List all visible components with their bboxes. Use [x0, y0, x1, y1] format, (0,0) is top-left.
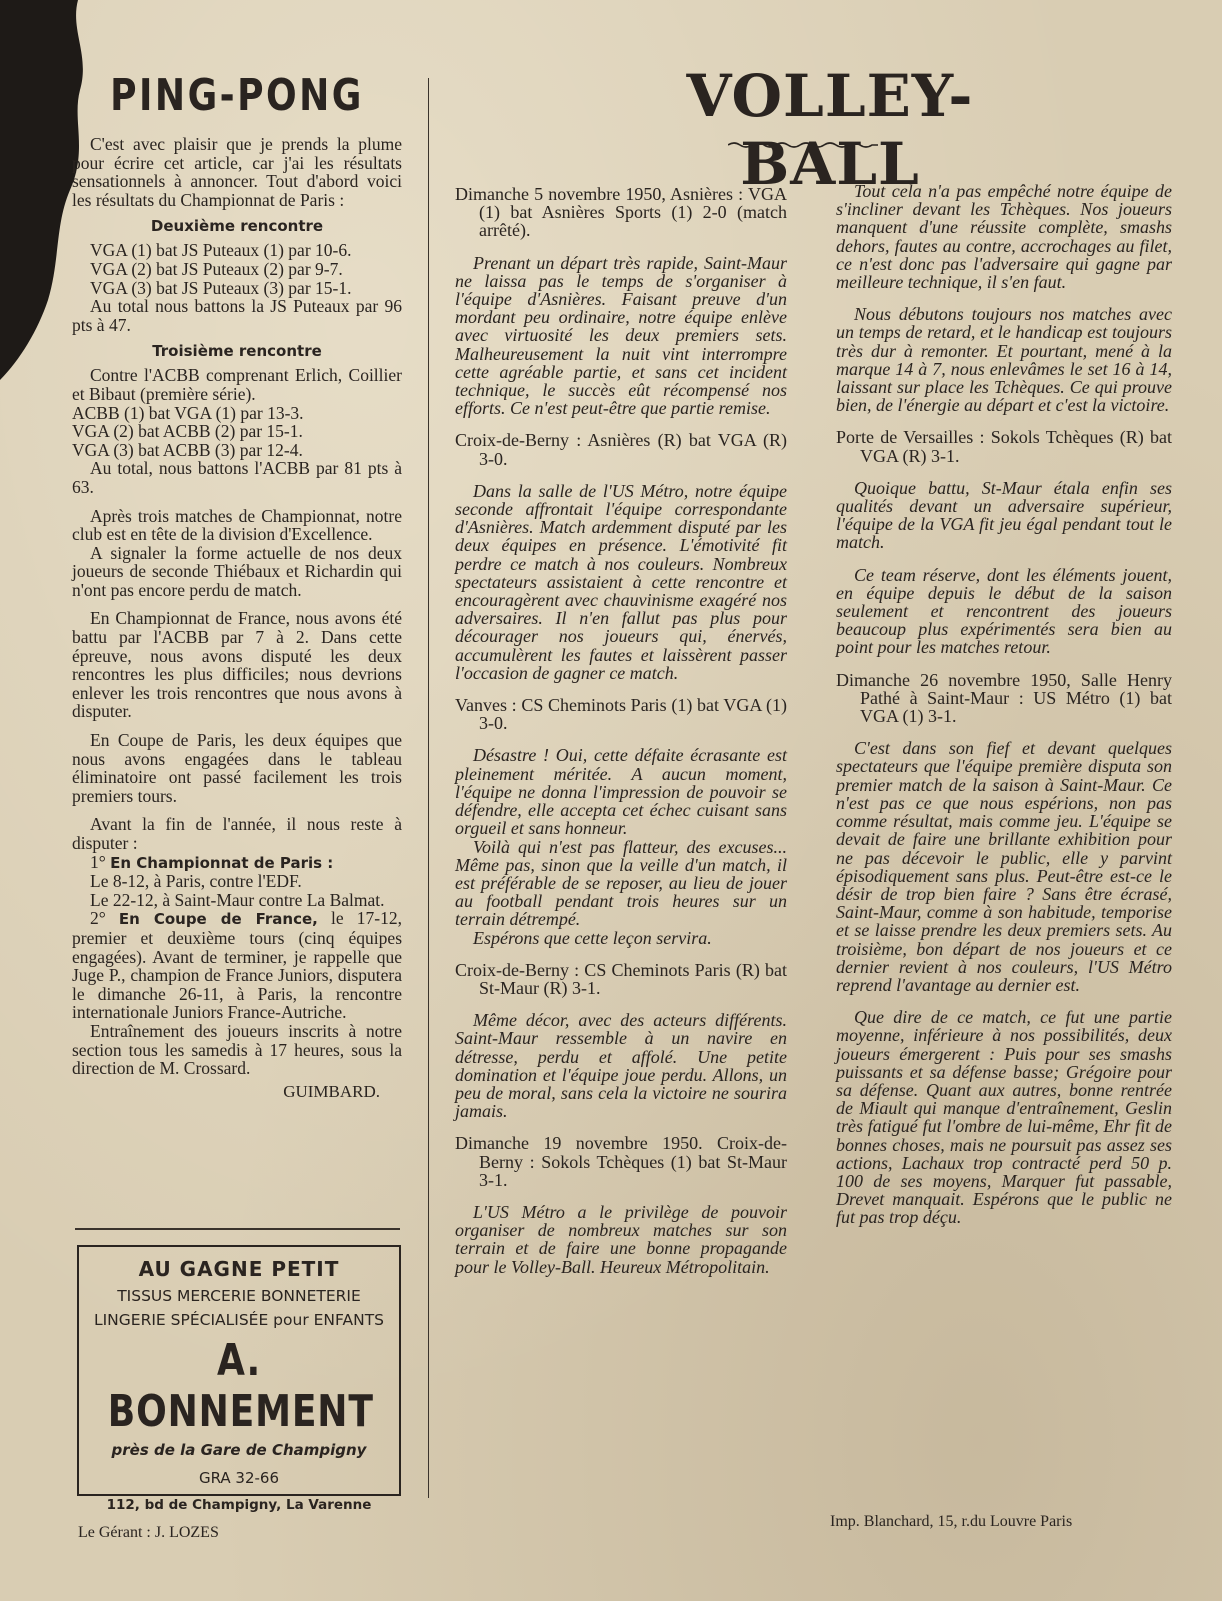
- subheading-troisieme: Troisième rencontre: [152, 342, 322, 361]
- paragraph: Entraînement des joueurs inscrits à notre section tous les samedis à 17 heures, sous la direction de M. Crossard.: [72, 1020, 402, 1079]
- match-report: Désastre ! Oui, cette défaite écrasante est pleinement méritée. A aucun moment, l'équipe ne donna l'impression de pouvoir se défendre, elle accepta cet échec cuisant sans orgueil et sans honneur.: [455, 745, 787, 839]
- match-heading: Dimanche 26 novembre 1950, Salle Henry Pathé à Saint-Maur : US Métro (1) bat VGA (1) 3-1.: [836, 669, 1172, 727]
- list-line: Le 8-12, à Paris, contre l'EDF.: [90, 871, 302, 892]
- paragraph: A signaler la forme actuelle de nos deux joueurs de seconde Thiébaux et Richardin qui n'ont pas encore perdu de match.: [72, 542, 402, 600]
- match-heading: Porte de Versailles : Sokols Tchèques (R) bat VGA (R) 3-1.: [836, 427, 1172, 466]
- pingpong-title: PING-PONG: [110, 70, 364, 121]
- ad-location: près de la Gare de Champigny: [111, 1441, 367, 1459]
- list-item: [72, 853, 402, 873]
- result-total: Au total, nous battons l'ACBB par 81 pts à 63.: [72, 458, 402, 497]
- rencontre-intro: Contre l'ACBB comprenant Erlich, Coillier et Bibaut (première série).: [72, 365, 402, 404]
- result-line: VGA (2) bat JS Puteaux (2) par 9-7.: [90, 258, 343, 279]
- ad-products: TISSUS MERCERIE BONNETERIE: [117, 1287, 361, 1305]
- list-heading: En Coupe de France,: [118, 910, 318, 929]
- footer-imprimeur: Imp. Blanchard, 15, r.du Louvre Paris: [830, 1513, 1073, 1530]
- pingpong-column: [72, 60, 402, 1102]
- paragraph: En Coupe de Paris, les deux équipes que nous avons engagées dans le tableau éliminatoire ont passé facilement les trois premiers tours.: [72, 730, 402, 806]
- ad-owner: A. BONNEMENT: [107, 1335, 374, 1437]
- ad-shop-name: AU GAGNE PETIT: [138, 1257, 340, 1281]
- match-report: Que dire de ce match, ce fut une partie moyenne, inférieure à nos possibilités, deux joueurs émergerent : Puis pour ses smashs puissants et sa défense basse; Grégoire pour sa défense. Quant aux autres, bonne rentrée de Miault qui manque d'entraînement, Geslin très fatigué fut l'ombre de lui-même, Ehr fit de bonnes choses, mais ne poursuit pas assez ses actions, Lachaux trop contracté perd 50 p. 100 de ses moyens, Marquer fut passable, Drevet manquait. Espérons que le public ne fut pas trop déçu.: [836, 1007, 1172, 1228]
- match-heading: Croix-de-Berny : CS Cheminots Paris (R) bat St-Maur (R) 3-1.: [455, 959, 787, 998]
- volleyball-column-right: [836, 182, 1172, 1227]
- footer-gerant: Le Gérant : J. LOZES: [78, 1524, 219, 1541]
- advertisement-box: [77, 1245, 401, 1513]
- volleyball-title: VOLLEY-BALL: [686, 62, 974, 198]
- subheading-deuxieme: Deuxième rencontre: [150, 217, 324, 236]
- divider: [75, 1228, 400, 1230]
- list-text: le 17-12, premier et deuxième tours (cinq équipes engagées). Avant de terminer, je rappelle que Juge P., champion de France Juniors, disputera le dimanche 26-11, à Paris, la rencontre internationale Juniors France-Autriche.: [72, 908, 402, 1023]
- result-line: VGA (3) bat ACBB (3) par 12-4.: [72, 439, 303, 460]
- column-divider: [428, 78, 429, 1498]
- match-report: Espérons que cette leçon servira.: [473, 927, 712, 948]
- match-report: Voilà qui n'est pas flatteur, des excuses... Même pas, sinon que la veille d'un match, il est préférable de se reposer, au lieu de jouer au football pendant trois heures sur un terrain détrempé.: [455, 836, 787, 930]
- match-report: Ce team réserve, dont les éléments jouent, en équipe depuis le début de la saison seulement et rencontrent des joueurs beaucoup plus expérimentés sera bien au point pour les matches retour.: [836, 564, 1172, 658]
- list-line: Le 22-12, à Saint-Maur contre La Balmat.: [90, 889, 385, 910]
- result-total: Au total nous battons la JS Puteaux par 96 pts à 47.: [72, 296, 402, 335]
- paragraph: Après trois matches de Championnat, notre club est en tête de la division d'Excellence.: [72, 505, 402, 545]
- match-report: L'US Métro a le privilège de pouvoir organiser de nombreux matches sur son terrain et de faire une bonne propagande pour le Volley-Ball. Heureux Métropolitain.: [455, 1201, 787, 1277]
- result-line: VGA (2) bat ACBB (2) par 15-1.: [72, 421, 303, 442]
- result-line: ACBB (1) bat VGA (1) par 13-3.: [72, 402, 304, 423]
- ad-address: 112, bd de Champigny, La Varenne: [106, 1497, 372, 1513]
- pingpong-intro: C'est avec plaisir que je prends la plume pour écrire cet article, car j'ai les résultats sensationnels à annoncer. Tout d'abord voici les résultats du Championnat de Paris :: [72, 134, 402, 210]
- match-report: Dans la salle de l'US Métro, notre équipe seconde affrontait l'équipe correspondante d'Asnières. Match ardemment disputé par les deux équipes en présence. L'émotivité fit perdre ce match à nos couleurs. Nombreux spectateurs assistaient à cette rencontre et encouragèrent avec chauvinisme exagéré nos adversaires. Il n'en fallut pas plus pour décourager nos joueurs qui, énervés, accumulèrent les fautes et laissèrent passer l'occasion de gagner ce match.: [455, 480, 787, 683]
- list-item: [72, 909, 402, 1022]
- volleyball-column-left: [455, 185, 787, 1276]
- match-heading: Dimanche 19 novembre 1950. Croix-de-Berny : Sokols Tchèques (1) bat St-Maur 3-1.: [455, 1133, 787, 1190]
- match-report: Tout cela n'a pas empêché notre équipe de s'incliner devant les Tchèques. Nos joueurs manquent d'une réussite complète, smashs dehors, fautes au contre, accrochages au filet, ce n'est donc pas l'adversaire qui gagne par meilleure technique, il s'en faut.: [836, 181, 1172, 293]
- result-line: VGA (3) bat JS Puteaux (3) par 15-1.: [90, 277, 352, 298]
- match-report: C'est dans son fief et devant quelques spectateurs que l'équipe première disputa son premier match de la saison à Saint-Maur. Ce n'est pas ce que nous espérions, non pas comme résultat, mais comme jeu. L'équipe se devait de faire une brillante exhibition pour ne pas décevoir le public, elle y parvint épisodiquement sans plus. Peut-être est-ce le désir de trop bien faire ? Sans être écrasé, Saint-Maur, comme à son habitude, temporise et se laisse prendre les deux premiers sets. Au troisième, bon départ de nos joueurs et ce dernier revient à nos couleurs, l'US Métro reprend l'avantage au dernier est.: [836, 738, 1172, 995]
- ad-phone: GRA 32-66: [198, 1469, 280, 1487]
- match-report: Nous débutons toujours nos matches avec un temps de retard, et le handicap est toujours très dur à remonter. Et pourtant, mené à la marque 14 à 7, nous enlevâmes le set 16 à 14, laissant sur place les Tchèques. Ce qui prouve bien, de l'énergie au départ et c'est la victoire.: [836, 304, 1172, 416]
- match-report: Quoique battu, St-Maur étala enfin ses qualités devant un adversaire supérieur, l'équipe de la VGA fit jeu égal pendant tout le match.: [836, 477, 1172, 553]
- title-ornament: [728, 140, 878, 150]
- match-heading: Vanves : CS Cheminots Paris (1) bat VGA (1) 3-0.: [455, 695, 787, 734]
- ad-specialty: LINGERIE SPÉCIALISÉE pour ENFANTS: [93, 1311, 385, 1329]
- result-line: VGA (1) bat JS Puteaux (1) par 10-6.: [90, 240, 352, 261]
- paragraph: En Championnat de France, nous avons été battu par l'ACBB par 7 à 2. Dans cette épreuve, nous avons disputé les deux rencontres les plus difficiles; nous devrions enlever les trois rencontres que nous avons à disputer.: [72, 608, 402, 722]
- match-heading: Dimanche 5 novembre 1950, Asnières : VGA (1) bat Asnières Sports (1) 2-0 (match arrêté).: [455, 184, 787, 241]
- match-report: Même décor, avec des acteurs différents. Saint-Maur ressemble à un navire en détresse, perdu et affolé. Une petite domination et l'équipe joue perdu. Allons, un peu de moral, sans cela la victoire ne sourira jamais.: [455, 1010, 787, 1122]
- signature: GUIMBARD.: [283, 1081, 380, 1101]
- match-heading: Croix-de-Berny : Asnières (R) bat VGA (R) 3-0.: [455, 430, 787, 469]
- match-report: Prenant un départ très rapide, Saint-Maur ne laissa pas le temps de s'organiser à l'équipe d'Asnières. Faisant preuve d'un mordant peu ordinaire, notre équipe enlève avec virtuosité les deux premiers sets. Malheureusement la nuit vint interrompre cette agréable partie, et sans cet incident technique, le succès eût récompensé nos efforts. Ce n'est peut-être que partie remise.: [455, 252, 787, 419]
- list-number: 1°: [90, 851, 111, 872]
- list-heading: En Championnat de Paris :: [110, 853, 334, 872]
- paragraph: Avant la fin de l'année, il nous reste à disputer :: [72, 814, 402, 853]
- list-number: 2°: [90, 908, 119, 929]
